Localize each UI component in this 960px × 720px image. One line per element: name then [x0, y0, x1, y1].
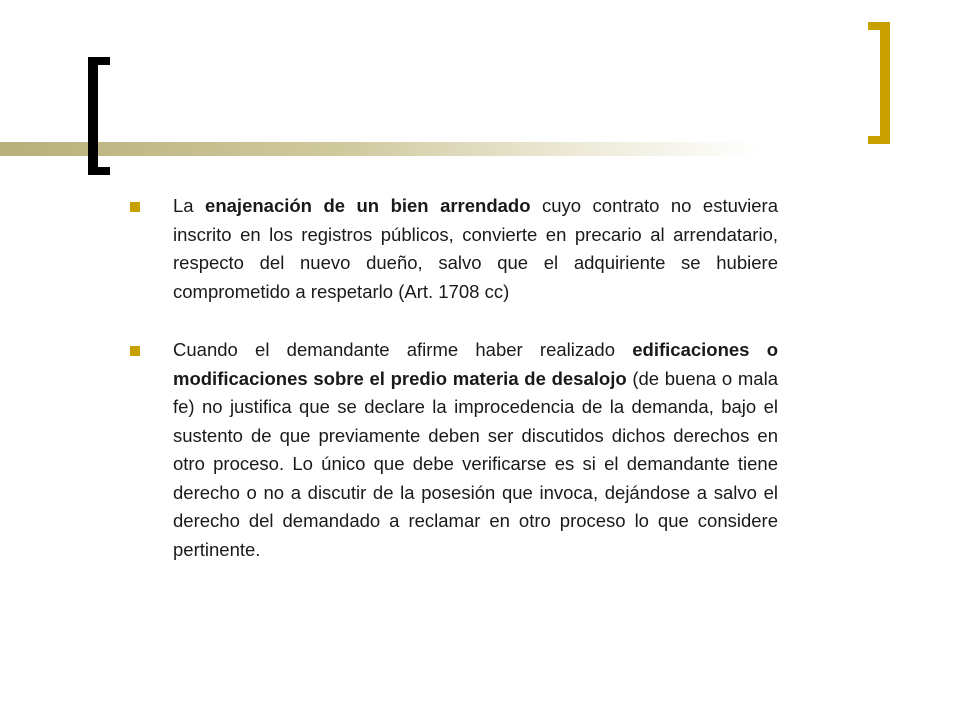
header-gradient-bar	[0, 142, 760, 156]
square-bullet-icon	[130, 346, 140, 356]
bullet-bold-2: edificaciones o modificaciones sobre el predio materia de desalojo	[173, 339, 778, 389]
bullet-text-1: La enajenación de un bien arrendado cuyo contrato no estuviera inscrito en los registros públicos, convierte en precario al arrendatario, respecto del nuevo dueño, salvo que el adquiriente se hubiere comprometido a respetarlo (Art. 1708 cc)	[173, 195, 778, 302]
bullet-text-2: Cuando el demandante afirme haber realizado edificaciones o modificaciones sobre el predio materia de desalojo (de buena o mala fe) no justifica que se declare la improcedencia de la demanda, bajo el sustento de que previamente deben ser discutidos dichos derechos en otro proceso. Lo único que debe verificarse es si el demandante tiene derecho o no a discutir de la posesión que invoca, dejándose a salvo el derecho del demandado a reclamar en otro proceso lo que considere pertinente.	[173, 339, 778, 560]
left-bracket-decoration	[88, 57, 110, 175]
bullet-item-2	[130, 336, 778, 564]
bullet-list	[130, 192, 778, 594]
square-bullet-icon	[130, 202, 140, 212]
bullet-item-1	[130, 192, 778, 306]
right-bracket-decoration	[868, 22, 890, 144]
bullet-bold-1: enajenación de un bien arrendado	[205, 195, 531, 216]
